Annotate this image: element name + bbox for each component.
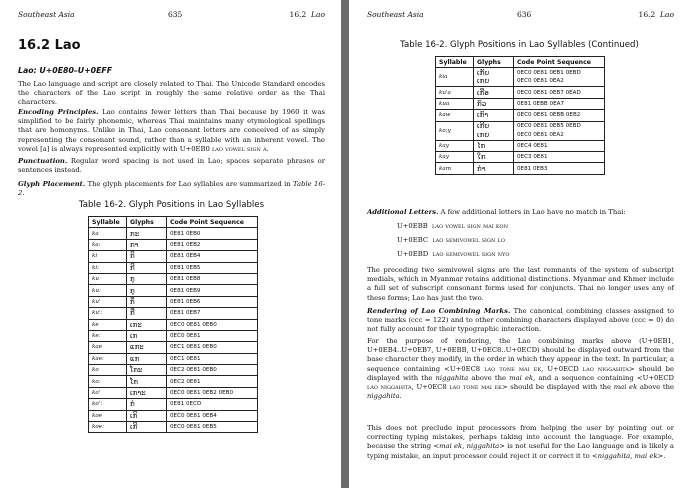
table-row bbox=[89, 410, 258, 421]
table-caption: Table 16-2. Glyph Positions in Lao Syllables bbox=[78, 200, 265, 210]
table-row bbox=[436, 151, 605, 162]
punctuation-paragraph: Punctuation. Regular word spacing is not used in Lao; spaces separate phrases or sentences instead. bbox=[18, 157, 325, 175]
syllable-cell: ku: bbox=[89, 285, 127, 296]
glyph-cell: ເກາະ bbox=[127, 387, 167, 398]
encoding-paragraph: Encoding Principles. Lao contains fewer letters than Thai because by 1960 it was simplified to be fairly phonemic, whereas Thai maintains many etymological spellings that are homonyms. Unlike in Thai, Lao consonant letters are conceived of as simply representing the consonant sound, rather than a syllable with an inherent vowel. The vowel [a] is always represented explicitly with U+0EB0 lao vowel sign a. bbox=[18, 108, 325, 153]
code-point-cell: 0E81 0EB4 bbox=[167, 251, 258, 262]
glyph-cell: ກາ bbox=[127, 239, 167, 250]
glyph-cell: ໄກ bbox=[474, 140, 514, 151]
table-row bbox=[89, 251, 258, 262]
table-row bbox=[436, 163, 605, 174]
table-row bbox=[89, 228, 258, 239]
glyph-cell: ໂກ bbox=[127, 376, 167, 387]
header-chapter: 16.2 Lao bbox=[638, 10, 674, 19]
column-header: Syllable bbox=[436, 57, 474, 68]
section-title: 16.2 Lao bbox=[18, 38, 81, 53]
syllable-cell: koe bbox=[89, 410, 127, 421]
glyph-cell: ໂກະ bbox=[127, 365, 167, 376]
glyph-table-continued bbox=[435, 56, 605, 175]
glyph-cell: ກຳ bbox=[474, 163, 514, 174]
syllable-cell: ko bbox=[89, 365, 127, 376]
code-point-cell: 0EC0 0E81 0EB2 0EB0 bbox=[167, 387, 258, 398]
syllable-cell: ki bbox=[89, 251, 127, 262]
table-header-row bbox=[436, 57, 605, 68]
syllable-cell: ko: bbox=[89, 376, 127, 387]
code-point-cell: 0E81 0EB6 bbox=[167, 296, 258, 307]
code-point-cell: 0E81 0EB7 bbox=[167, 308, 258, 319]
syllable-cell: kam bbox=[436, 163, 474, 174]
running-header bbox=[18, 10, 325, 22]
table-row bbox=[436, 87, 605, 98]
glyph-cell: ເກະ bbox=[127, 319, 167, 330]
syllable-cell: ko' bbox=[89, 387, 127, 398]
syllable-cell: kay bbox=[436, 140, 474, 151]
code-point-cell: 0E81 0EB8 bbox=[167, 273, 258, 284]
glyph-cell: ໃກ bbox=[474, 151, 514, 162]
additional-letters-paragraph: Additional Letters. A few additional letters in Lao have no match in Thai: bbox=[367, 208, 626, 216]
glyph-cell: ກຶ bbox=[127, 296, 167, 307]
table-row bbox=[89, 399, 258, 410]
rendering-purpose-paragraph: For the purpose of rendering, the Lao combining marks above (U+0EB1, U+0EB4..U+0EB7, U+0EBB, U+0EC8..U+0ECD) should be displayed outward from the base character they modify, in the order in which they appear in the text. In particular, a sequence containing <U+0EC8 lao tone mai ek, U+0ECD lao niggahita> should be displayed with the niggahita above the mai ek, and a sequence containing <U+0ECD lao niggahita, U+0EC8 lao tone mai ek> should be displayed with the mai ek above the niggahita. bbox=[367, 337, 675, 401]
glyph-cell: ເກ bbox=[127, 330, 167, 341]
table-caption: Table 16-2. Glyph Positions in Lao Syllables (Continued) bbox=[400, 40, 639, 50]
syllable-cell: ko:y bbox=[436, 121, 474, 140]
header-chapter: 16.2 Lao bbox=[289, 10, 325, 19]
syllable-cell: ku' bbox=[89, 296, 127, 307]
table-row bbox=[89, 365, 258, 376]
right-page bbox=[349, 0, 690, 488]
table-row bbox=[89, 330, 258, 341]
code-point-cell: 0E81 0EB5 bbox=[167, 262, 258, 273]
syllable-cell: kae bbox=[89, 342, 127, 353]
header-page-number: 635 bbox=[168, 10, 183, 19]
intro-paragraph: The Lao language and script are closely related to Thai. The Unicode Standard encodes the characters of the Lao script in roughly the same relative order as the Thai characters. bbox=[18, 80, 325, 107]
glyph-cell: ເກິ bbox=[127, 410, 167, 421]
glyph-cell: ກີ bbox=[127, 262, 167, 273]
code-point-cell: 0E81 0EBB 0EA7 bbox=[514, 98, 605, 109]
code-point-cell: 0EC0 0E81 0EB1 0EBD 0EC0 0E81 0EA2 bbox=[514, 68, 605, 87]
additional-letter-item: U+0EBD lao semivowel sign nyo bbox=[397, 250, 510, 258]
syllable-cell: kia bbox=[436, 68, 474, 87]
syllable-cell: koe: bbox=[89, 422, 127, 433]
code-point-cell: 0EC2 0E81 0EB0 bbox=[167, 365, 258, 376]
glyph-cell: ເກົາ bbox=[474, 110, 514, 121]
glyph-cell: ກົວ bbox=[474, 98, 514, 109]
syllable-cell: ka bbox=[89, 228, 127, 239]
header-page-number: 636 bbox=[517, 10, 532, 19]
code-point-cell: 0EC0 0E81 0EB0 bbox=[167, 319, 258, 330]
column-header: Glyphs bbox=[474, 57, 514, 68]
punctuation-label: Punctuation. bbox=[18, 157, 68, 165]
syllable-cell: ku'a bbox=[436, 87, 474, 98]
additional-letters-label: Additional Letters. bbox=[367, 208, 439, 216]
additional-letter-item: U+0EBC lao semivowel sign lo bbox=[397, 236, 505, 244]
syllable-cell: ki: bbox=[89, 262, 127, 273]
left-page bbox=[0, 0, 341, 488]
glyph-cell: ເກີຍ ເກຍ bbox=[474, 121, 514, 140]
code-point-cell: 0EC0 0E81 0EBB 0EB2 bbox=[514, 110, 605, 121]
table-reference: Table 16-2 bbox=[18, 180, 325, 198]
header-section: Southeast Asia bbox=[18, 10, 75, 19]
code-point-cell: 0E81 0EB2 bbox=[167, 239, 258, 250]
code-point-cell: 0E81 0EB9 bbox=[167, 285, 258, 296]
syllable-cell: ke: bbox=[89, 330, 127, 341]
column-header: Syllable bbox=[89, 217, 127, 228]
table-row bbox=[89, 296, 258, 307]
table-row bbox=[436, 110, 605, 121]
glyph-cell: ກື bbox=[127, 308, 167, 319]
syllable-cell: ke bbox=[89, 319, 127, 330]
syllable-cell: kay bbox=[436, 151, 474, 162]
code-point-cell: 0E81 0EB0 bbox=[167, 228, 258, 239]
glyph-cell: ກະ bbox=[127, 228, 167, 239]
syllable-cell: ku bbox=[89, 273, 127, 284]
table-row bbox=[436, 121, 605, 140]
syllable-cell: ko': bbox=[89, 399, 127, 410]
table-header-row bbox=[89, 217, 258, 228]
code-point-cell: 0EC4 0E81 bbox=[514, 140, 605, 151]
rendering-label: Rendering of Lao Combining Marks. bbox=[367, 307, 511, 315]
glyph-cell: ແກ bbox=[127, 353, 167, 364]
table-row bbox=[89, 342, 258, 353]
semivowel-paragraph: The preceding two semivowel signs are the last remnants of the system of subscript medials, which in Myanmar retains additional distinctions. Myanmar and Khmer include a full set of subscript consonant forms used for conjuncts. Thai no longer uses any of these forms; Lao has just the two. bbox=[367, 266, 674, 302]
syllable-cell: kua bbox=[436, 98, 474, 109]
glyph-cell: ແກະ bbox=[127, 342, 167, 353]
syllable-cell: kaw bbox=[436, 110, 474, 121]
table-row bbox=[89, 422, 258, 433]
table-row bbox=[436, 98, 605, 109]
code-point-cell: 0EC2 0E81 bbox=[167, 376, 258, 387]
block-subtitle: Lao: U+0E80–U+0EFF bbox=[18, 66, 113, 75]
table-row bbox=[89, 319, 258, 330]
table-row bbox=[436, 68, 605, 87]
table-row bbox=[89, 353, 258, 364]
syllable-cell: ka: bbox=[89, 239, 127, 250]
glyph-cell: ເກືອ bbox=[474, 87, 514, 98]
table-row bbox=[89, 262, 258, 273]
syllable-cell: kae: bbox=[89, 353, 127, 364]
code-point-cell: 0E81 0ECD bbox=[167, 399, 258, 410]
code-point-cell: 0EC0 0E81 0EB7 0EAD bbox=[514, 87, 605, 98]
input-processor-paragraph: This does not preclude input processors from helping the user by pointing out or correcting typing mistakes, perhaps taking into account the language. For example, because the string <mai ek, niggahita> is not useful for the Lao language and is likely a typing mistake, an input processor could reject it or correct it to <niggahita, mai ek>. bbox=[367, 424, 674, 460]
glyph-cell: ກໍ bbox=[127, 399, 167, 410]
glyph-table bbox=[88, 216, 258, 433]
rendering-paragraph: Rendering of Lao Combining Marks. The canonical combining classes assigned to tone marks (ccc = 122) and to other combining characters displayed above (ccc = 0) do not fully account for their typographic interaction. bbox=[367, 307, 674, 334]
code-point-cell: 0EC1 0E81 0EB0 bbox=[167, 342, 258, 353]
table-row bbox=[89, 308, 258, 319]
glyph-cell: ເກັຍ ເກຍ bbox=[474, 68, 514, 87]
code-point-cell: 0EC1 0E81 bbox=[167, 353, 258, 364]
syllable-cell: ku': bbox=[89, 308, 127, 319]
table-row bbox=[89, 273, 258, 284]
table-row bbox=[89, 387, 258, 398]
code-point-cell: 0EC0 0E81 0EB5 bbox=[167, 422, 258, 433]
table-row bbox=[89, 376, 258, 387]
table-row bbox=[436, 140, 605, 151]
glyph-cell: ເກີ bbox=[127, 422, 167, 433]
code-point-cell: 0EC0 0E81 0EB4 bbox=[167, 410, 258, 421]
table-row bbox=[89, 239, 258, 250]
table-row bbox=[89, 285, 258, 296]
glyph-placement-label: Glyph Placement. bbox=[18, 180, 86, 188]
glyph-placement-paragraph: Glyph Placement. The glyph placements for Lao syllables are summarized in Table 16-2. bbox=[18, 180, 325, 198]
code-point-cell: 0EC0 0E81 0EB5 0EBD 0EC0 0E81 0EA2 bbox=[514, 121, 605, 140]
column-header: Code Point Sequence bbox=[514, 57, 605, 68]
running-header bbox=[367, 10, 674, 22]
column-header: Glyphs bbox=[127, 217, 167, 228]
glyph-cell: ກິ bbox=[127, 251, 167, 262]
glyph-cell: ກູ bbox=[127, 285, 167, 296]
code-point-cell: 0EC3 0E81 bbox=[514, 151, 605, 162]
header-section: Southeast Asia bbox=[367, 10, 424, 19]
encoding-label: Encoding Principles. bbox=[18, 108, 99, 116]
code-point-cell: 0E81 0EB3 bbox=[514, 163, 605, 174]
code-point-cell: 0EC0 0E81 bbox=[167, 330, 258, 341]
glyph-cell: ກຸ bbox=[127, 273, 167, 284]
additional-letter-item: U+0EBB lao vowel sign mai kon bbox=[397, 222, 508, 230]
column-header: Code Point Sequence bbox=[167, 217, 258, 228]
